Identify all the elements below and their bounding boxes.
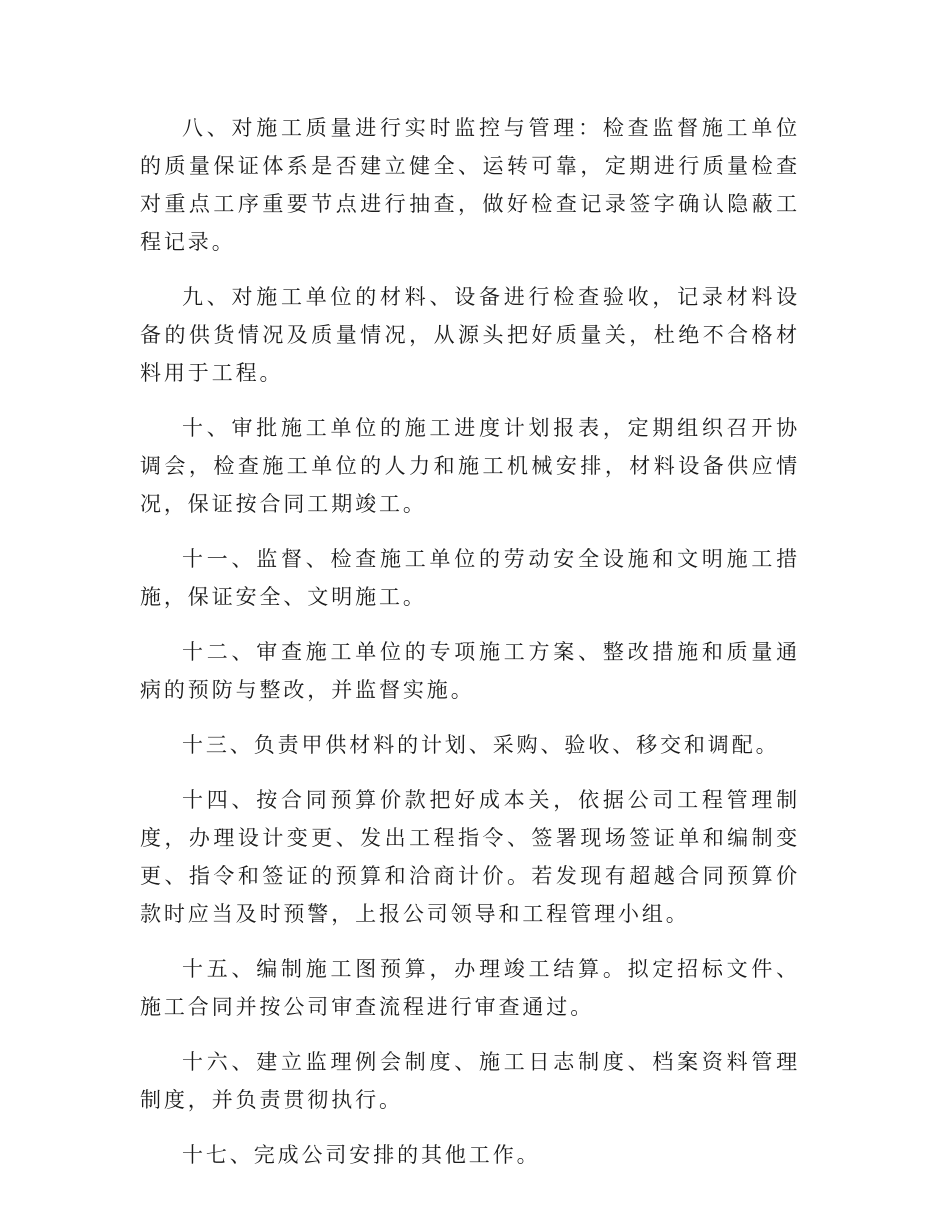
paragraph-item-15: 十五、编制施工图预算，办理竣工结算。拟定招标文件、施工合同并按公司审查流程进行审查通过。 [140,957,800,1019]
document-page [140,109,800,1191]
paragraph-item-9: 九、对施工单位的材料、设备进行检查验收，记录材料设备的供货情况及质量情况，从源头把好质量关，杜绝不合格材料用于工程。 [140,285,800,385]
paragraph-item-16: 十六、建立监理例会制度、施工日志制度、档案资料管理制度，并负责贯彻执行。 [140,1050,800,1112]
paragraph-item-12: 十二、审查施工单位的专项施工方案、整改措施和质量通病的预防与整改，并监督实施。 [140,640,800,702]
paragraph-item-17: 十七、完成公司安排的其他工作。 [182,1143,541,1167]
paragraph-item-11: 十一、监督、检查施工单位的劳动安全设施和文明施工措施，保证安全、文明施工。 [140,547,800,609]
paragraph-item-13: 十三、负责甲供材料的计划、采购、验收、移交和调配。 [182,733,780,757]
paragraph-item-14: 十四、按合同预算价款把好成本关，依据公司工程管理制度，办理设计变更、发出工程指令、签署现场签证单和编制变更、指令和签证的预算和洽商计价。若发现有超越合同预算价款时应当及时预警，上报公司领导和工程管理小组。 [140,788,800,926]
paragraph-item-10: 十、审批施工单位的施工进度计划报表，定期组织召开协调会，检查施工单位的人力和施工机械安排，材料设备供应情况，保证按合同工期竣工。 [140,416,800,516]
paragraph-item-8: 八、对施工质量进行实时监控与管理：检查监督施工单位的质量保证体系是否建立健全、运转可靠，定期进行质量检查对重点工序重要节点进行抽查，做好检查记录签字确认隐蔽工程记录。 [140,116,800,254]
